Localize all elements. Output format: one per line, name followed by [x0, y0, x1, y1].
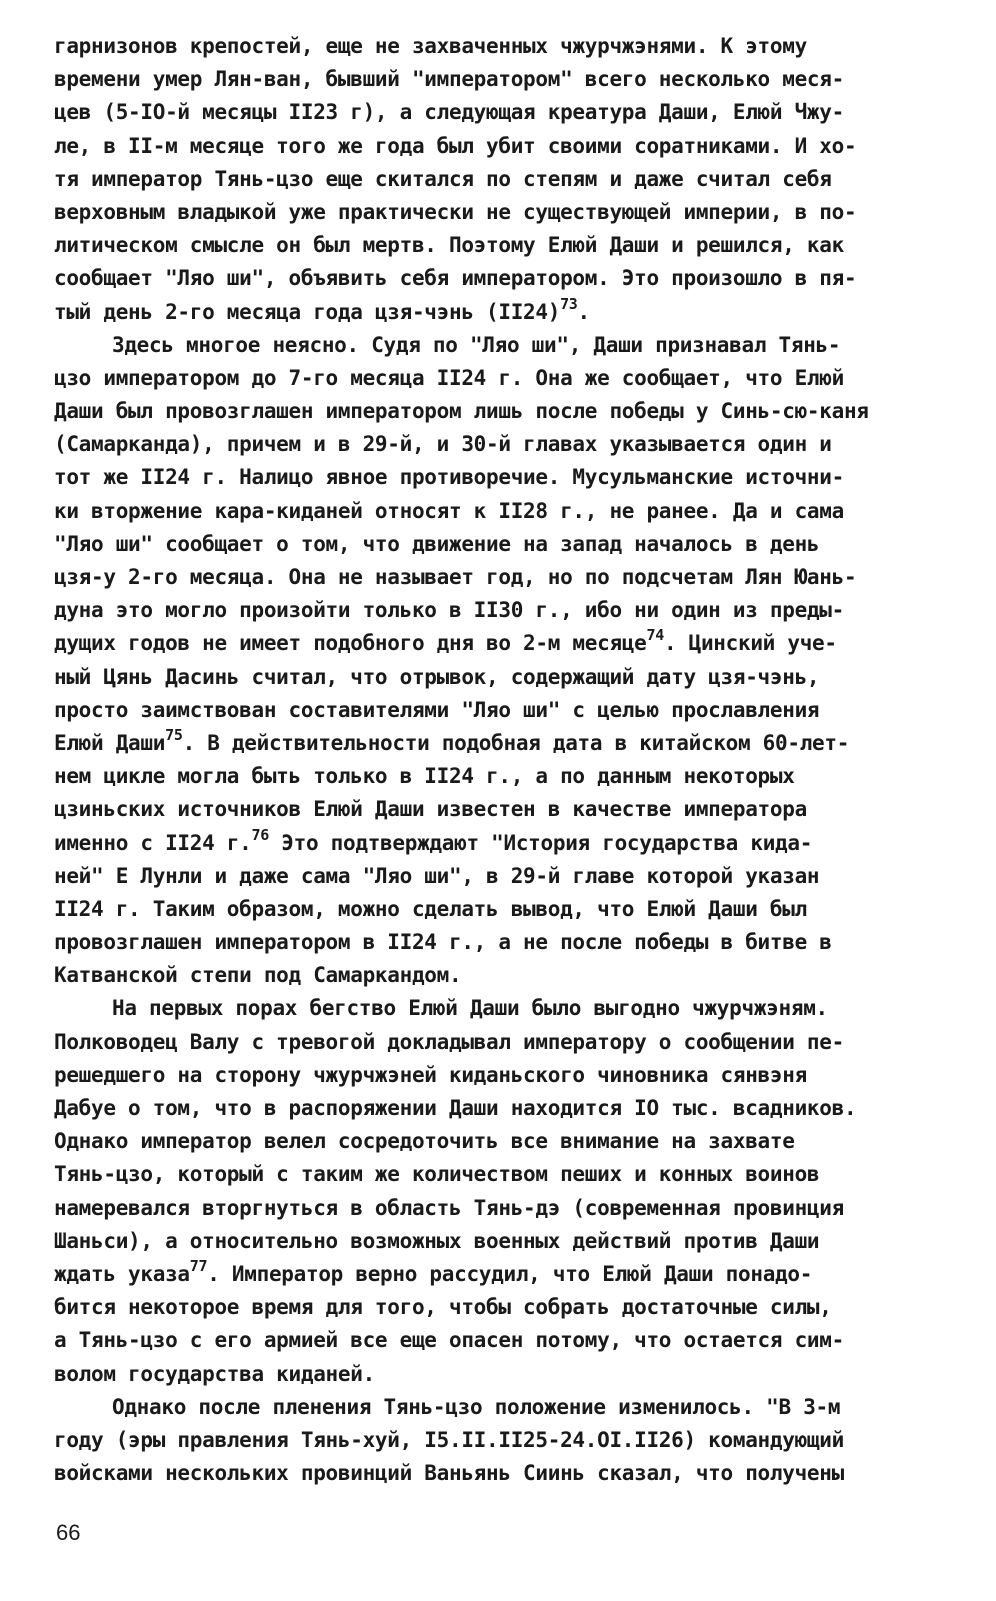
line-text: тя император Тянь-цзо еще скитался по степям и даже считал себя [54, 166, 832, 191]
line-text: нем цикле могла быть только в II24 г., а по данным некоторых [54, 764, 795, 789]
text-line [54, 727, 954, 760]
line-text: (Самарканда), причем и в 29-й, и 30-й главах указывается один и [54, 432, 832, 457]
line-text: войсками нескольких провинций Ваньянь Сиинь сказал, что получены [54, 1461, 844, 1486]
text-line [54, 1324, 954, 1357]
line-text: а Тянь-цзо с его армией все еще опасен потому, что остается сим- [54, 1328, 844, 1353]
text-line [54, 229, 954, 262]
text-line [54, 528, 954, 561]
line-text: Однако после пленения Тянь-цзо положение изменилось. "В 3-м [112, 1394, 841, 1419]
line-text: цзя-у 2-го месяца. Она не называет год, но по подсчетам Лян Юань- [54, 565, 857, 589]
text-line [54, 395, 954, 428]
line-text-continued: Это подтверждают "История государства кида- [268, 830, 813, 855]
line-text: сообщает "Ляо ши", объявить себя императором. Это произошло в пя- [54, 266, 857, 291]
text-line [54, 992, 954, 1025]
text-line [54, 1092, 954, 1125]
line-text: году (эры правления Тянь-хуй, I5.II.II25-24.OI.II26) командующий [54, 1427, 844, 1452]
footnote-reference: 77 [189, 1256, 208, 1275]
line-text: Дабуе о том, что в распоряжении Даши находится IO тыс. всадников. [54, 1096, 857, 1120]
line-text: бится некоторое время для того, чтобы собрать достаточные силы, [54, 1295, 832, 1320]
text-line [54, 428, 954, 461]
line-text: тый день 2-го месяца года цзя-чэнь (II24) [54, 299, 561, 324]
text-line [54, 63, 954, 96]
line-text: Шаньси), а относительно возможных военных действий против Даши [54, 1228, 820, 1253]
text-line [54, 1059, 954, 1092]
text-line [54, 1391, 954, 1424]
line-text: ки вторжение кара-киданей относят к II28 г., не ранее. Да и сама [54, 498, 844, 523]
text-line [54, 1291, 954, 1324]
footnote-reference: 76 [251, 825, 269, 844]
text-line [54, 196, 954, 229]
line-text: провозглашен императором в II24 г., а не после победы в битве в [54, 930, 832, 955]
footnote-reference: 73 [560, 294, 578, 313]
line-text: ный Цянь Дасинь считал, что отрывок, содержащий дату цзя-чэнь, [54, 664, 820, 689]
text-line [54, 827, 954, 860]
line-text: просто заимствован составителями "Ляо ши" с целью прославления [54, 697, 820, 722]
text-line [54, 96, 954, 129]
line-text: "Ляо ши" сообщает о том, что движение на запад началось в день [54, 531, 820, 556]
text-line [54, 262, 954, 295]
text-line [54, 760, 954, 793]
text-line [54, 1125, 954, 1158]
line-text-continued: . [577, 299, 590, 324]
text-line [54, 329, 954, 362]
line-text: литическом смысле он был мертв. Поэтому Елюй Даши и решился, как [54, 233, 844, 258]
line-text: ле, в II-м месяце того же года был убит своими соратниками. И хо- [54, 133, 857, 158]
line-text: цев (5-IO-й месяцы II23 г), а следующая креатура Даши, Елюй Чжу- [54, 100, 844, 125]
line-text: гарнизонов крепостей, еще не захваченных чжурчжэнями. К этому [54, 34, 807, 58]
line-text: Тянь-цзо, который с таким же количеством пеших и конных воинов [54, 1162, 820, 1187]
text-line [54, 661, 954, 694]
line-text-continued: . В действительности подобная дата в китайском 60-лет- [182, 730, 850, 755]
line-text: именно с II24 г. [54, 830, 252, 855]
line-text: Елюй Даши [54, 730, 166, 755]
text-line [54, 627, 954, 660]
text-line [54, 30, 954, 63]
page-number: 66 [56, 1520, 81, 1545]
line-text: Полководец Валу с тревогой докладывал императору о сообщении пе- [54, 1029, 844, 1054]
text-line [54, 1258, 954, 1291]
text-line [54, 1158, 954, 1191]
line-text: II24 г. Таким образом, можно сделать вывод, что Елюй Даши был [54, 896, 807, 921]
line-text: цзиньских источников Елюй Даши известен в качестве императора [54, 797, 807, 822]
text-line [54, 1457, 954, 1490]
text-line [54, 130, 954, 163]
text-line [54, 860, 954, 893]
body-text [54, 30, 954, 1490]
line-text: ждать указа [54, 1261, 190, 1286]
line-text-continued: . Император верно рассудил, что Елюй Даши понадо- [207, 1261, 813, 1286]
line-text: решедшего на сторону чжурчжэней киданьского чиновника сянвэня [54, 1062, 807, 1087]
text-line [54, 1424, 954, 1457]
text-line [54, 495, 954, 528]
text-line [54, 296, 954, 329]
line-text: На первых порах бегство Елюй Даши было выгодно чжурчжэням. [112, 996, 828, 1021]
text-line [54, 1225, 954, 1258]
text-line [54, 1026, 954, 1059]
text-line [54, 959, 954, 992]
line-text: намеревался вторгнуться в область Тянь-дэ (современная провинция [54, 1195, 844, 1220]
text-line [54, 163, 954, 196]
text-line [54, 793, 954, 826]
line-text: ней" Е Лунли и даже сама "Ляо ши", в 29-й главе которой указан [54, 863, 820, 888]
line-text: цзо императором до 7-го месяца II24 г. Она же сообщает, что Елюй [54, 365, 844, 390]
text-line [54, 362, 954, 395]
text-line [54, 1358, 954, 1391]
line-text: волом государства киданей. [54, 1361, 375, 1386]
line-text: Даши был провозглашен императором лишь после победы у Синь-сю-каня [54, 399, 869, 424]
text-line [54, 694, 954, 727]
line-text: дуна это могло произойти только в II30 г., ибо ни один из преды- [54, 598, 844, 623]
text-line [54, 461, 954, 494]
text-line [54, 594, 954, 627]
text-line [54, 926, 954, 959]
line-text-continued: . Цинский уче- [663, 631, 837, 656]
line-text: Однако император велел сосредоточить все внимание на захвате [54, 1129, 795, 1154]
line-text: дущих годов не имеет подобного дня во 2-м месяце [54, 631, 647, 656]
line-text: верховным владыкой уже практически не существующей империи, в по- [54, 199, 857, 224]
text-line [54, 561, 954, 594]
text-line [54, 893, 954, 926]
line-text: времени умер Лян-ван, бывший "императором" всего несколько меся- [54, 67, 844, 92]
footnote-reference: 75 [165, 725, 183, 744]
line-text: тот же II24 г. Налицо явное противоречие. Мусульманские источни- [54, 465, 844, 490]
line-text: Здесь многое неясно. Судя по "Ляо ши", Даши признавал Тянь- [112, 332, 841, 357]
text-line [54, 1192, 954, 1225]
footnote-reference: 74 [646, 626, 664, 645]
line-text: Катванской степи под Самаркандом. [54, 963, 462, 988]
